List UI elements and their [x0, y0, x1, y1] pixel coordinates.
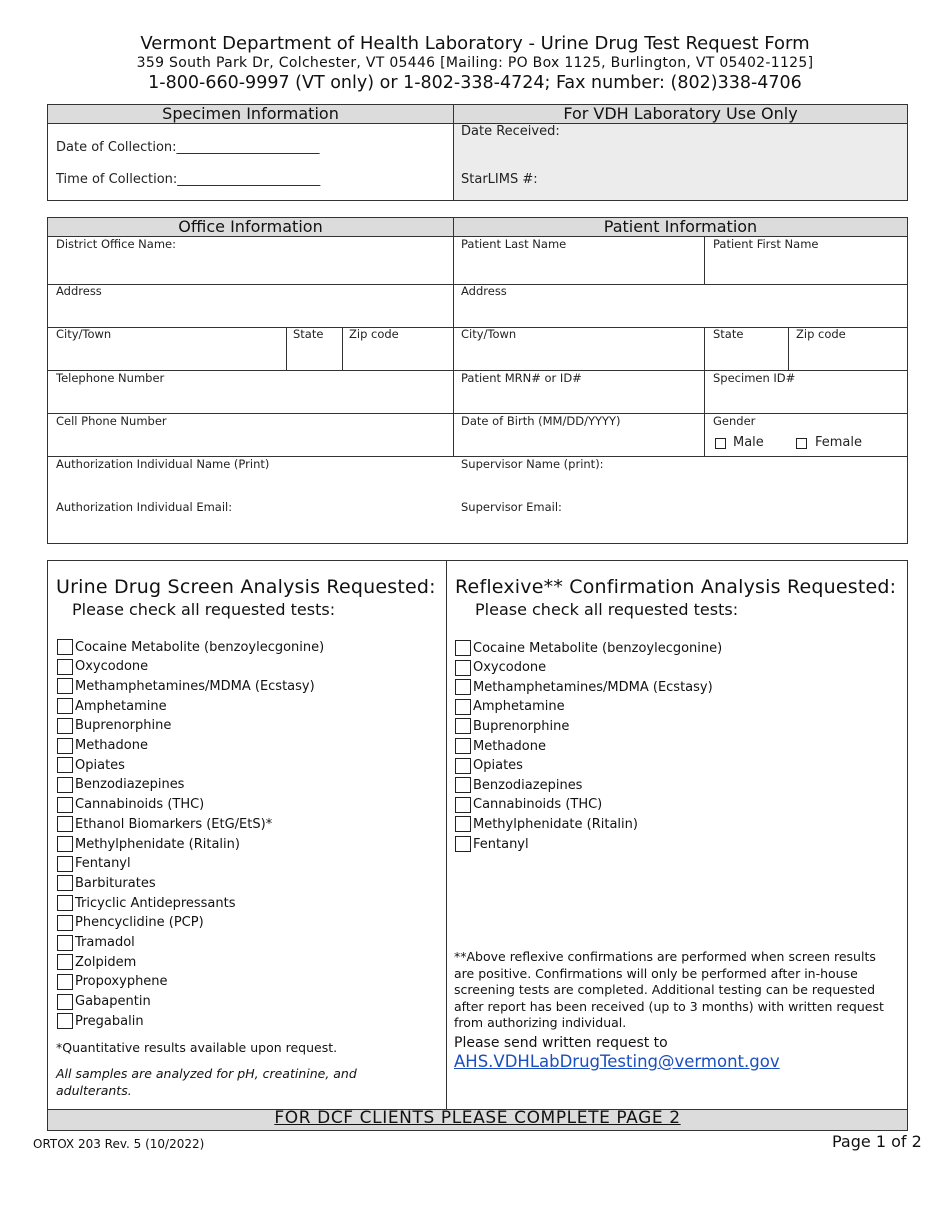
- test-label: Methamphetamines/MDMA (Ecstasy): [75, 678, 315, 694]
- gender-label: Gender: [713, 414, 756, 428]
- page-number: Page 1 of 2: [832, 1132, 922, 1151]
- test-item[interactable]: [455, 697, 565, 717]
- screen-subtitle: Please check all requested tests:: [72, 600, 336, 619]
- test-checkbox[interactable]: [455, 679, 471, 695]
- test-checkbox[interactable]: [57, 974, 73, 990]
- test-item[interactable]: [455, 677, 713, 697]
- test-checkbox[interactable]: [57, 954, 73, 970]
- test-checkbox[interactable]: [455, 816, 471, 832]
- test-checkbox[interactable]: [57, 935, 73, 951]
- test-item[interactable]: [455, 736, 546, 756]
- test-label: Opiates: [75, 757, 125, 773]
- test-item[interactable]: [57, 854, 131, 874]
- auth-email-field[interactable]: Authorization Individual Email:: [56, 500, 233, 514]
- test-checkbox[interactable]: [455, 777, 471, 793]
- test-label: Ethanol Biomarkers (EtG/EtS)*: [75, 816, 273, 832]
- test-label: Benzodiazepines: [75, 777, 185, 793]
- test-checkbox[interactable]: [57, 856, 73, 872]
- confirm-subtitle: Please check all requested tests:: [475, 600, 739, 619]
- test-item[interactable]: [57, 676, 315, 696]
- test-label: Buprenorphine: [75, 718, 172, 734]
- test-item[interactable]: [455, 658, 546, 678]
- test-checkbox[interactable]: [455, 660, 471, 676]
- test-item[interactable]: [57, 716, 171, 736]
- office-state-field[interactable]: State: [293, 327, 324, 341]
- test-item[interactable]: [57, 637, 324, 657]
- test-item[interactable]: [57, 657, 148, 677]
- quantitative-note: *Quantitative results available upon request.: [56, 1040, 338, 1055]
- test-label: Tramadol: [75, 935, 135, 950]
- test-label: Opiates: [473, 758, 523, 774]
- test-checkbox[interactable]: [57, 659, 73, 675]
- test-checkbox[interactable]: [57, 797, 73, 813]
- test-label: Methadone: [473, 738, 546, 754]
- test-item[interactable]: [57, 834, 240, 854]
- lab-address: 359 South Park Dr, Colchester, VT 05446 [Mailing: PO Box 1125, Burlington, VT 05402-1125]: [136, 55, 814, 71]
- patient-dob-field[interactable]: Date of Birth (MM/DD/YYYY): [461, 414, 621, 428]
- test-label: Propoxyphene: [75, 974, 168, 990]
- supervisor-email-field[interactable]: Supervisor Email:: [461, 500, 562, 514]
- reflex-note: **Above reflexive confirmations are performed when screen results are positive. Confirmations will only be performed after in-house screening tests are completed. Additional testing can be requested after report has been received (up to 3 months) with written request from authorizing individual.: [454, 949, 884, 1030]
- form-title: Vermont Department of Health Laboratory - Urine Drug Test Request Form: [140, 33, 810, 54]
- test-checkbox[interactable]: [57, 994, 73, 1010]
- test-label: Fentanyl: [75, 856, 131, 872]
- form-id: ORTOX 203 Rev. 5 (10/2022): [33, 1137, 205, 1151]
- date-of-collection-field[interactable]: Date of Collection:______________________: [56, 140, 320, 155]
- test-item[interactable]: [455, 716, 569, 736]
- patient-mrn-field[interactable]: Patient MRN# or ID#: [461, 371, 582, 385]
- test-item[interactable]: [455, 775, 582, 795]
- screen-title: Urine Drug Screen Analysis Requested:: [56, 576, 436, 598]
- test-label: Oxycodone: [75, 659, 149, 675]
- gender-female-label: Female: [815, 435, 863, 450]
- test-item[interactable]: [455, 756, 523, 776]
- test-label: Fentanyl: [473, 836, 529, 852]
- test-checkbox[interactable]: [455, 836, 471, 852]
- test-item[interactable]: [455, 795, 602, 815]
- test-item[interactable]: [57, 992, 151, 1012]
- test-checkbox[interactable]: [57, 895, 73, 911]
- test-label: Methadone: [75, 738, 148, 753]
- test-label: Buprenorphine: [473, 718, 570, 734]
- test-item[interactable]: [57, 795, 204, 815]
- office-telephone-field[interactable]: Telephone Number: [56, 371, 165, 385]
- test-label: Cannabinoids (THC): [473, 797, 603, 813]
- test-item[interactable]: [57, 893, 236, 913]
- gender-female-checkbox[interactable]: [796, 438, 807, 449]
- patient-state-field[interactable]: State: [713, 327, 744, 341]
- test-checkbox[interactable]: [455, 640, 471, 656]
- test-label: Methamphetamines/MDMA (Ecstasy): [473, 679, 713, 695]
- date-received-label: Date Received:: [461, 124, 560, 139]
- patient-zip-field[interactable]: Zip code: [796, 327, 846, 341]
- test-label: Methylphenidate (Ritalin): [75, 836, 240, 852]
- test-label: Amphetamine: [473, 699, 565, 715]
- test-item[interactable]: [57, 736, 148, 756]
- test-label: Pregabalin: [75, 1013, 144, 1029]
- send-request-label: Please send written request to: [454, 1035, 668, 1051]
- test-item[interactable]: [455, 834, 529, 854]
- test-item[interactable]: [57, 1011, 144, 1031]
- test-item[interactable]: [57, 933, 135, 953]
- office-city-field[interactable]: City/Town: [56, 327, 112, 341]
- test-item[interactable]: [57, 952, 136, 972]
- test-checkbox[interactable]: [57, 678, 73, 694]
- test-checkbox[interactable]: [57, 738, 73, 754]
- time-of-collection-field[interactable]: Time of Collection:______________________: [56, 172, 321, 187]
- test-label: Cocaine Metabolite (benzoylecgonine): [473, 640, 723, 656]
- test-label: Benzodiazepines: [473, 777, 583, 793]
- starlims-label: StarLIMS #:: [461, 172, 538, 187]
- drug-testing-email-link[interactable]: AHS.VDHLabDrugTesting@vermont.gov: [454, 1052, 780, 1071]
- patient-last-name-field[interactable]: Patient Last Name: [461, 237, 567, 251]
- test-checkbox[interactable]: [57, 777, 73, 793]
- patient-heading: Patient Information: [454, 217, 907, 237]
- patient-first-name-field[interactable]: Patient First Name: [713, 237, 819, 251]
- specimen-heading: Specimen Information: [47, 104, 454, 124]
- test-label: Cocaine Metabolite (benzoylecgonine): [75, 639, 325, 655]
- test-item[interactable]: [57, 755, 125, 775]
- supervisor-name-field[interactable]: Supervisor Name (print):: [461, 457, 604, 471]
- patient-city-field[interactable]: City/Town: [461, 327, 517, 341]
- specimen-id-field[interactable]: Specimen ID#: [713, 371, 796, 385]
- test-checkbox[interactable]: [455, 699, 471, 715]
- test-checkbox[interactable]: [455, 797, 471, 813]
- test-item[interactable]: [57, 873, 156, 893]
- test-item[interactable]: [455, 814, 638, 834]
- test-checkbox[interactable]: [57, 639, 73, 655]
- test-item[interactable]: [57, 814, 272, 834]
- test-item[interactable]: [57, 696, 167, 716]
- test-label: Barbiturates: [75, 875, 156, 891]
- test-label: Phencyclidine (PCP): [75, 915, 204, 931]
- dcf-clients-banner: FOR DCF CLIENTS PLEASE COMPLETE PAGE 2: [274, 1108, 681, 1128]
- test-item[interactable]: [57, 775, 184, 795]
- gender-male-label: Male: [733, 435, 764, 450]
- confirm-title: Reflexive** Confirmation Analysis Requested:: [455, 576, 897, 598]
- lab-use-heading: For VDH Laboratory Use Only: [454, 104, 907, 124]
- test-checkbox[interactable]: [57, 1013, 73, 1029]
- test-checkbox[interactable]: [57, 757, 73, 773]
- test-label: Cannabinoids (THC): [75, 797, 205, 813]
- test-checkbox[interactable]: [57, 836, 73, 852]
- test-checkbox[interactable]: [57, 915, 73, 931]
- test-checkbox[interactable]: [57, 718, 73, 734]
- test-checkbox[interactable]: [57, 816, 73, 832]
- office-heading: Office Information: [47, 217, 454, 237]
- test-label: Gabapentin: [75, 994, 151, 1010]
- test-checkbox[interactable]: [57, 698, 73, 714]
- auth-name-field[interactable]: Authorization Individual Name (Print): [56, 457, 270, 471]
- test-label: Methylphenidate (Ritalin): [473, 816, 638, 832]
- office-cell-field[interactable]: Cell Phone Number: [56, 414, 167, 428]
- office-zip-field[interactable]: Zip code: [349, 327, 399, 341]
- test-checkbox[interactable]: [455, 718, 471, 734]
- test-label: Tricyclic Antidepressants: [75, 895, 236, 911]
- district-office-field[interactable]: District Office Name:: [56, 237, 176, 251]
- test-label: Oxycodone: [473, 660, 547, 676]
- lab-phone: 1-800-660-9997 (VT only) or 1-802-338-4724; Fax number: (802)338-4706: [148, 73, 802, 93]
- test-checkbox[interactable]: [455, 758, 471, 774]
- patient-address-field[interactable]: Address: [461, 284, 507, 298]
- gender-male-checkbox[interactable]: [715, 438, 726, 449]
- test-item[interactable]: [455, 638, 722, 658]
- test-checkbox[interactable]: [57, 875, 73, 891]
- test-label: Zolpidem: [75, 954, 137, 970]
- test-item[interactable]: [57, 913, 204, 933]
- office-address-field[interactable]: Address: [56, 284, 102, 298]
- test-item[interactable]: [57, 972, 168, 992]
- test-checkbox[interactable]: [455, 738, 471, 754]
- samples-note: All samples are analyzed for pH, creatinine, and adulterants.: [56, 1066, 357, 1098]
- test-label: Amphetamine: [75, 698, 167, 714]
